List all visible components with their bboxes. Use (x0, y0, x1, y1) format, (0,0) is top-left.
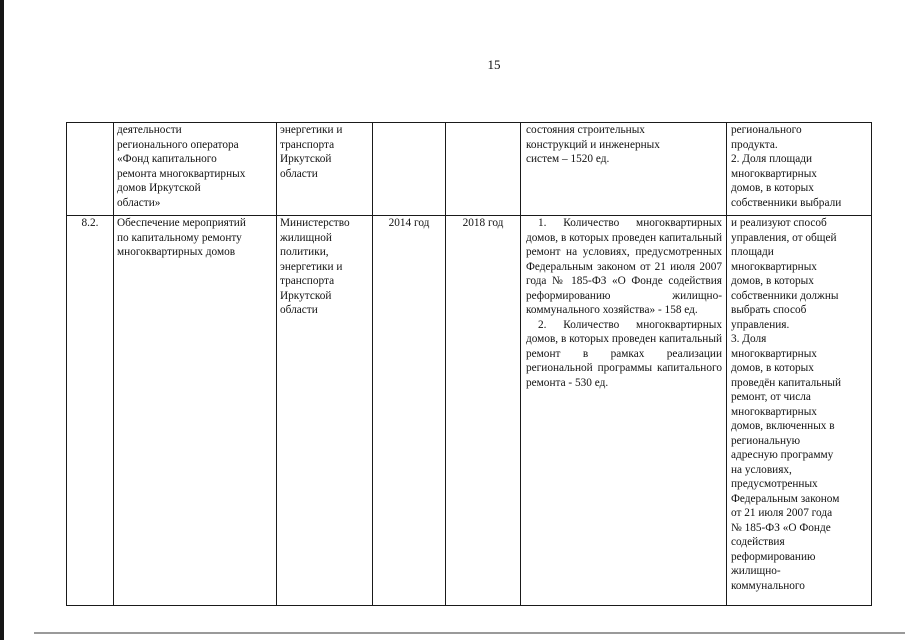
text-line: энергетики и (280, 124, 343, 136)
text-line: многоквартирных домов (117, 246, 236, 258)
text-line: ремонта многоквартирных (117, 167, 246, 180)
result-item: 2. Количество многоквартирных домов, в которых проведен капитальный ремонт в рамках реализации региональной программы капитального ремонта - 530 ед. (526, 318, 722, 389)
scan-bottom-rule (34, 632, 905, 634)
text-line: собственники выбрали (731, 196, 842, 209)
text-line: политики, (280, 246, 329, 258)
row-number-cell (67, 123, 114, 216)
text-line: жилищной (280, 231, 332, 244)
table-row (67, 216, 872, 606)
program-activities-table (66, 122, 872, 606)
text-line: домов, в которых (731, 182, 814, 194)
indicators-cell (727, 216, 872, 606)
text-line: содействия (731, 536, 785, 548)
text-line: домов, в которых (731, 362, 814, 374)
text-line: управления. (731, 318, 790, 331)
text-line: многоквартирных (731, 167, 817, 180)
scan-left-edge (0, 0, 4, 640)
activity-cell (114, 123, 277, 216)
text-line: «Фонд капитального (117, 153, 217, 165)
text-line: регионального оператора (117, 138, 239, 151)
text-line: регионального (731, 124, 802, 136)
text-line: области (280, 304, 318, 316)
text-line: ремонт, от числа (731, 391, 811, 403)
text-line: Обеспечение мероприятий (117, 217, 246, 229)
text-line: реформированию (731, 550, 816, 563)
results-cell (521, 216, 727, 606)
end-year-cell (446, 123, 521, 216)
text-line: деятельности (117, 124, 182, 136)
row-number-cell: 8.2. (67, 216, 114, 606)
text-line: проведён капитальный (731, 376, 842, 389)
text-line: предусмотренных (731, 478, 818, 490)
activity-cell (114, 216, 277, 606)
text-line: на условиях, (731, 463, 792, 476)
text-line: многоквартирных (731, 347, 817, 360)
text-line: состояния строительных (526, 124, 645, 136)
text-line: домов Иркутской (117, 182, 201, 194)
text-line: от 21 июля 2007 года (731, 507, 833, 519)
text-line: области (280, 167, 318, 180)
text-line: многоквартирных (731, 260, 817, 273)
text-line: собственники должны (731, 289, 839, 302)
text-line: адресную программу (731, 449, 834, 461)
text-line: домов, включенных в (731, 420, 835, 432)
start-year-cell: 2014 год (373, 216, 446, 606)
text-line: выбрать способ (731, 304, 807, 316)
text-line: коммунального (731, 579, 805, 592)
text-line: Иркутской (280, 289, 332, 302)
text-line: транспорта (280, 138, 335, 151)
executor-cell (277, 216, 373, 606)
result-item: 1. Количество многоквартирных домов, в которых проведен капитальный ремонт на условиях, предусмотренных Федеральным законом от 21 июля 2007 года № 185-ФЗ «О Фонде содействия реформированию жилищно-коммунального хозяйства» - 158 ед. (526, 217, 722, 316)
table-row (67, 123, 872, 216)
text-line: домов, в которых (731, 275, 814, 287)
text-line: управления, от общей (731, 231, 837, 244)
executor-cell (277, 123, 373, 216)
text-line: жилищно- (731, 565, 781, 577)
end-year-cell: 2018 год (446, 216, 521, 606)
text-line: Министерство (280, 217, 350, 229)
text-line: энергетики и (280, 260, 343, 273)
text-line: Федеральным законом (731, 492, 840, 505)
text-line: Иркутской (280, 153, 332, 165)
text-line: 2. Доля площади (731, 153, 812, 165)
text-line: региональную (731, 434, 801, 447)
text-line: и реализуют способ (731, 217, 827, 229)
page-number: 15 (487, 57, 501, 72)
indicators-cell (727, 123, 872, 216)
text-line: систем – 1520 ед. (526, 153, 610, 165)
start-year-cell (373, 123, 446, 216)
text-line: области» (117, 196, 161, 209)
text-line: конструкций и инженерных (526, 138, 660, 151)
text-line: по капитальному ремонту (117, 231, 242, 244)
text-line: 3. Доля (731, 333, 767, 345)
text-line: площади (731, 246, 774, 258)
text-line: № 185-ФЗ «О Фонде (731, 521, 831, 534)
text-line: транспорта (280, 275, 335, 287)
results-cell (521, 123, 727, 216)
text-line: многоквартирных (731, 405, 817, 418)
text-line: продукта. (731, 138, 778, 151)
